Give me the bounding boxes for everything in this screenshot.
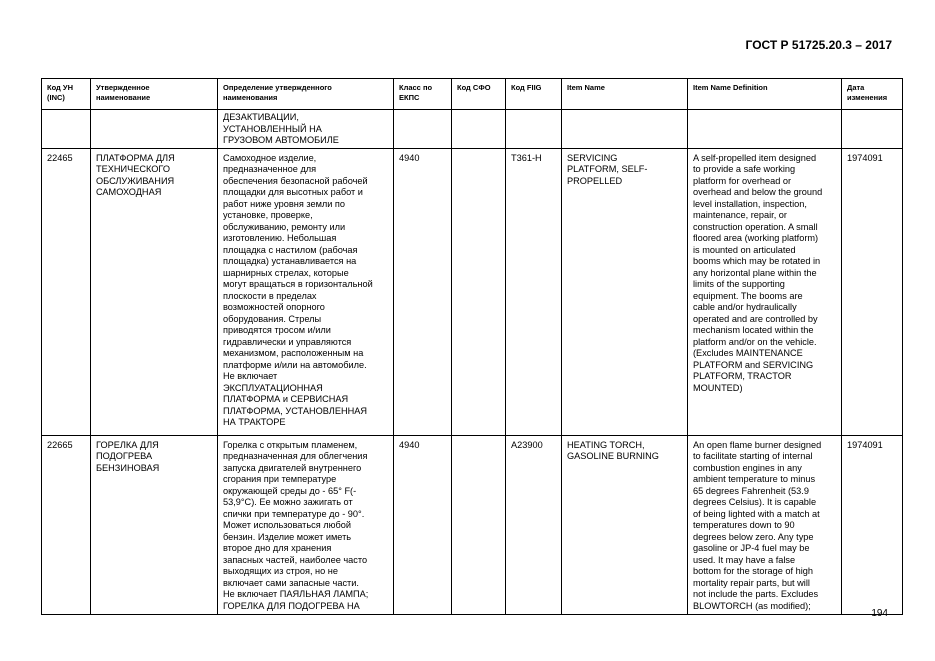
column-header-change-date: Дата изменения [842, 79, 903, 110]
cell-item-name: SERVICING PLATFORM, SELF- PROPELLED [562, 148, 688, 435]
table-header-row [42, 79, 903, 110]
cell-inc [42, 110, 91, 149]
cell-ekps-class [394, 110, 452, 149]
cell-item-definition: A self-propelled item designed to provide a safe working platform for overhead or overhead and below the ground level installation, inspection, maintenance, repair, or construction operation. A small floored area (working platform) is mounted on articulated booms which may be rotated in any horizontal plane within the limits of the supporting equipment. The booms are cable and/or hydraulically operated and are controlled by mechanism located within the platform and/or on the vehicle. (Excludes MAINTENANCE PLATFORM and SERVICING PLATFORM, TRACTOR MOUNTED) [688, 148, 842, 435]
cell-fiig-code [506, 110, 562, 149]
column-header-fiig-code: Код FIIG [506, 79, 562, 110]
cell-approved-name: ГОРЕЛКА ДЛЯ ПОДОГРЕВА БЕНЗИНОВАЯ [91, 435, 218, 614]
cell-inc: 22665 [42, 435, 91, 614]
column-header-ekps-class: Класс по ЕКПС [394, 79, 452, 110]
column-header-item-name: Item Name [562, 79, 688, 110]
cell-item-definition: An open flame burner designed to facilitate starting of internal combustion engines in any ambient temperature to minus 65 degrees Fahrenheit (53.9 degrees Celsius). It is capable of being lighted with a match at temperatures down to 90 degrees below zero. Any type gasoline or JP-4 fuel may be used. It may have a false bottom for the storage of high mortality repair parts, but will not include the parts. Excludes BLOWTORCH (as modified); [688, 435, 842, 614]
cell-approved-name: ПЛАТФОРМА ДЛЯ ТЕХНИЧЕСКОГО ОБСЛУЖИВАНИЯ САМОХОДНАЯ [91, 148, 218, 435]
cell-item-definition [688, 110, 842, 149]
cell-fiig-code: A23900 [506, 435, 562, 614]
table-row [42, 110, 903, 149]
column-header-item-definition: Item Name Definition [688, 79, 842, 110]
cell-item-name [562, 110, 688, 149]
cell-change-date: 1974091 [842, 148, 903, 435]
cell-approved-name [91, 110, 218, 149]
column-header-sfo-code: Код СФО [452, 79, 506, 110]
cell-sfo-code [452, 148, 506, 435]
column-header-inc: Код УН (INC) [42, 79, 91, 110]
cell-item-name: HEATING TORCH, GASOLINE BURNING [562, 435, 688, 614]
cell-definition: ДЕЗАКТИВАЦИИ, УСТАНОВЛЕННЫЙ НА ГРУЗОВОМ АВТОМОБИЛЕ [218, 110, 394, 149]
cell-change-date [842, 110, 903, 149]
cell-ekps-class: 4940 [394, 435, 452, 614]
column-header-approved-name: Утвержденное наименование [91, 79, 218, 110]
cell-fiig-code: T361-H [506, 148, 562, 435]
table-row [42, 148, 903, 435]
cell-sfo-code [452, 435, 506, 614]
cell-change-date: 1974091 [842, 435, 903, 614]
cell-ekps-class: 4940 [394, 148, 452, 435]
cell-inc: 22465 [42, 148, 91, 435]
page-number: 194 [871, 608, 888, 619]
cell-sfo-code [452, 110, 506, 149]
nomenclature-table [41, 78, 903, 615]
cell-definition: Горелка с открытым пламенем, предназначенная для облегчения запуска двигателей внутреннего сгорания при температуре окружающей среды до - 65° F(- 53,9°С). Ее можно зажигать от спички при температуре до - 90°. Может использоваться любой бензин. Изделие может иметь второе дно для хранения запасных частей, наиболее часто выходящих из строя, но не включает сами запасные части. Не включает ПАЯЛЬНАЯ ЛАМПА; ГОРЕЛКА ДЛЯ ПОДОГРЕВА НА [218, 435, 394, 614]
column-header-definition: Определение утвержденного наименования [218, 79, 394, 110]
document-standard-header: ГОСТ Р 51725.20.3 – 2017 [745, 38, 892, 52]
cell-definition: Самоходное изделие, предназначенное для обеспечения безопасной рабочей площадки для высотных работ и работ ниже уровня земли по установке, проверке, обслуживанию, ремонту или изготовлению. Небольшая площадка с настилом (рабочая площадка) устанавливается на шарнирных стрелах, которые могут вращаться в горизонтальной плоскости в пределах возможностей опорного оборудования. Стрелы приводятся тросом и/или гидравлически и управляются механизмом, расположенным на платформе и/или на автомобиле. Не включает ЭКСПЛУАТАЦИОННАЯ ПЛАТФОРМА и СЕРВИСНАЯ ПЛАТФОРМА, УСТАНОВЛЕННАЯ НА ТРАКТОРЕ [218, 148, 394, 435]
table-row [42, 435, 903, 614]
